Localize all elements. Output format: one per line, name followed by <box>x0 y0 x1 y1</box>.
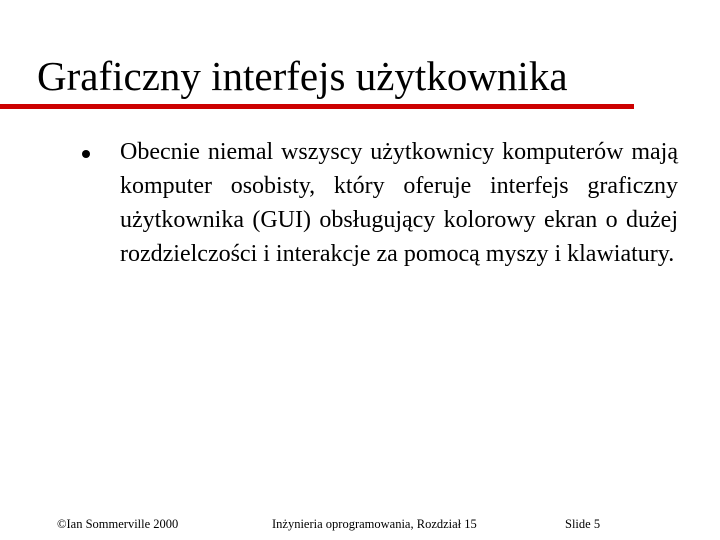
footer-slide-number: Slide 5 <box>565 517 601 531</box>
title-underline <box>0 104 634 109</box>
footer-copyright: ©Ian Sommerville 2000 <box>57 517 179 531</box>
bullet-icon <box>82 150 90 158</box>
footer-course: Inżynieria oprogramowania, Rozdział 15 <box>272 517 477 531</box>
slide-title: Graficzny interfejs użytkownika <box>37 53 568 99</box>
bullet-text: Obecnie niemal wszyscy użytkownicy komputerów mają komputer osobisty, który oferuje interfejs graficzny użytkownika (GUI) obsługujący kolorowy ekran o dużej rozdzielczości i interakcje za pomocą myszy i klawiatury. <box>120 139 678 267</box>
